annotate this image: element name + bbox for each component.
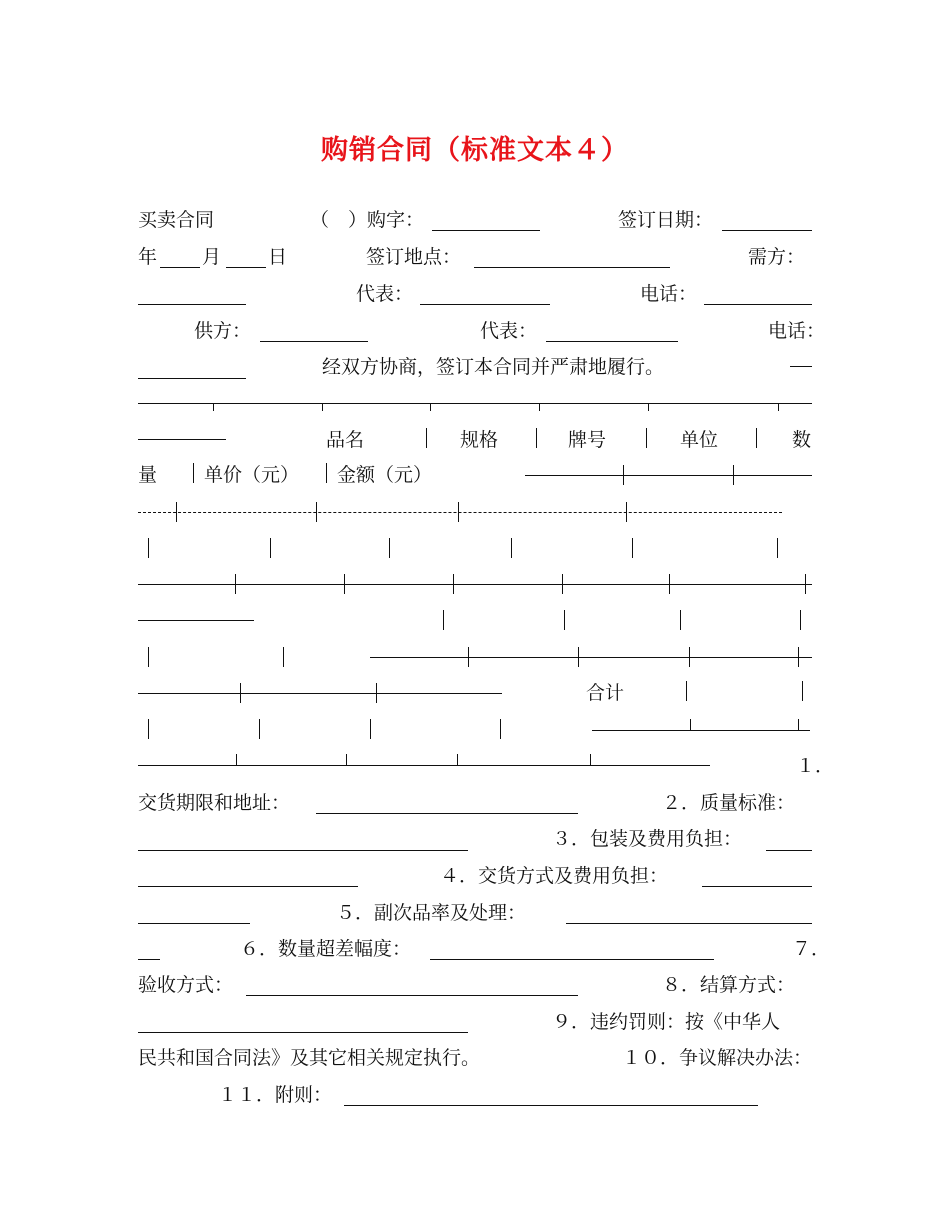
table-tick <box>802 681 803 701</box>
table-tick <box>500 719 501 739</box>
agreement-text: 经双方协商，签订本合同并严肃地履行。 <box>322 356 665 378</box>
buyer-blank[interactable] <box>138 286 246 305</box>
table-tick <box>646 428 647 448</box>
clause-7-label: 验收方式： <box>138 974 234 996</box>
table-tick <box>623 465 624 485</box>
month-label: 月 <box>202 246 222 268</box>
table-rule <box>525 475 812 476</box>
table-tick <box>562 574 563 594</box>
clause-7-number: ７． <box>792 938 831 960</box>
table-tick <box>511 538 512 558</box>
table-tick <box>669 574 670 594</box>
table-rule <box>138 403 812 404</box>
table-tick <box>468 647 469 667</box>
table-tick <box>777 538 778 558</box>
clause-1-label: 交货期限和地址： <box>138 792 291 814</box>
buyer-rep-label: 代表： <box>356 283 414 305</box>
clause-3-blank-cont[interactable] <box>138 868 358 887</box>
clause-5-label: ５．副次品率及处理： <box>336 902 527 924</box>
table-tick <box>346 754 347 765</box>
sign-place-label: 签订地点： <box>366 246 462 268</box>
table-rule <box>790 366 812 367</box>
table-tick <box>457 754 458 765</box>
table-tick <box>458 502 459 522</box>
table-rule <box>370 657 812 658</box>
clause-5-blank[interactable] <box>566 905 812 924</box>
buyer-label: 需方： <box>748 246 806 268</box>
clause-10-label: １０．争议解决办法： <box>622 1047 813 1069</box>
table-tick <box>430 403 431 411</box>
clause-4-blank-cont[interactable] <box>138 905 250 924</box>
clause-8-label: ８．结算方式： <box>662 974 796 996</box>
table-tick <box>316 502 317 522</box>
table-tick <box>453 574 454 594</box>
table-tick <box>148 647 149 667</box>
clause-11-label: １１．附则： <box>218 1084 333 1106</box>
column-header-name: 品名 <box>326 429 365 451</box>
clause-11-blank[interactable] <box>344 1087 758 1106</box>
table-tick <box>326 463 327 483</box>
seller-phone-blank[interactable] <box>138 360 246 379</box>
table-tick <box>578 647 579 667</box>
clause-6-label: ６．数量超差幅度： <box>240 938 412 960</box>
table-tick <box>426 428 427 448</box>
month-blank[interactable] <box>160 249 200 268</box>
table-tick <box>176 502 177 522</box>
table-tick <box>590 754 591 765</box>
seller-phone-label: 电话： <box>768 320 826 342</box>
clause-4-blank[interactable] <box>702 868 812 887</box>
table-rule <box>138 693 502 694</box>
table-tick <box>686 681 687 701</box>
column-header-unit: 单位 <box>680 429 719 451</box>
clause-8-blank[interactable] <box>138 1014 468 1033</box>
clause-1-number: １． <box>796 755 835 777</box>
table-tick <box>778 403 779 411</box>
clause-4-label: ４．交货方式及费用负担： <box>440 865 669 887</box>
column-header-spec: 规格 <box>460 429 499 451</box>
table-tick <box>236 754 237 765</box>
table-tick <box>240 683 241 703</box>
table-rule <box>592 730 810 731</box>
column-header-brand: 牌号 <box>568 429 607 451</box>
sign-date-label: 签订日期： <box>618 209 714 231</box>
table-tick <box>690 719 691 730</box>
table-tick <box>344 574 345 594</box>
table-tick <box>564 610 565 630</box>
buyer-phone-label: 电话： <box>640 283 698 305</box>
table-tick <box>443 610 444 630</box>
table-tick <box>680 610 681 630</box>
table-tick <box>193 463 194 483</box>
column-header-qty-1: 数 <box>792 429 812 451</box>
table-tick <box>805 574 806 594</box>
clause-5-blank-cont[interactable] <box>138 941 160 960</box>
clause-9-text: 民共和国合同法》及其它相关规定执行。 <box>138 1047 481 1069</box>
buyer-rep-blank[interactable] <box>420 286 550 305</box>
table-rule <box>138 512 782 513</box>
table-tick <box>689 647 690 667</box>
table-tick <box>235 574 236 594</box>
seller-rep-label: 代表： <box>480 320 538 342</box>
table-tick <box>733 465 734 485</box>
table-rule <box>138 439 226 440</box>
table-tick <box>539 403 540 411</box>
table-tick <box>148 538 149 558</box>
table-rule <box>138 620 254 621</box>
table-tick <box>259 719 260 739</box>
buyer-phone-blank[interactable] <box>704 286 812 305</box>
clause-3-blank[interactable] <box>766 832 812 851</box>
table-tick <box>798 647 799 667</box>
table-tick <box>376 683 377 703</box>
clause-9-label: ９．违约罚则：按《中华人 <box>552 1011 781 1033</box>
table-tick <box>270 538 271 558</box>
clause-1-blank[interactable] <box>316 795 578 814</box>
table-rule <box>138 765 710 766</box>
day-label: 日 <box>268 246 288 268</box>
day-blank[interactable] <box>226 249 266 268</box>
clause-2-blank[interactable] <box>138 832 468 851</box>
table-tick <box>536 428 537 448</box>
sign-place-blank[interactable] <box>474 249 670 268</box>
table-tick <box>283 647 284 667</box>
seller-blank[interactable] <box>260 323 368 342</box>
table-tick <box>322 403 323 411</box>
column-header-amount: 金额（元） <box>337 464 433 486</box>
purchase-number-label: （ ）购字： <box>310 209 425 231</box>
sign-date-blank[interactable] <box>722 212 812 231</box>
year-label: 年 <box>138 246 158 268</box>
seller-label: 供方： <box>194 320 252 342</box>
table-tick <box>626 502 627 522</box>
table-rule <box>138 584 812 585</box>
table-tick <box>148 719 149 739</box>
column-header-price: 单价（元） <box>204 464 300 486</box>
clause-2-label: ２．质量标准： <box>662 792 796 814</box>
clause-3-label: ３．包装及费用负担： <box>552 828 743 850</box>
column-header-qty-2: 量 <box>138 464 158 486</box>
table-tick <box>370 719 371 739</box>
table-tick <box>798 719 799 730</box>
clause-7-blank[interactable] <box>246 977 578 996</box>
table-tick <box>800 610 801 630</box>
total-label: 合计 <box>586 682 625 704</box>
table-tick <box>632 538 633 558</box>
purchase-number-blank[interactable] <box>432 212 540 231</box>
table-tick <box>648 403 649 411</box>
page-title: 购销合同（标准文本４） <box>321 135 629 166</box>
table-tick <box>213 403 214 411</box>
table-tick <box>756 428 757 448</box>
clause-6-blank[interactable] <box>430 941 714 960</box>
contract-type: 买卖合同 <box>138 209 215 231</box>
seller-rep-blank[interactable] <box>546 323 678 342</box>
table-tick <box>389 538 390 558</box>
